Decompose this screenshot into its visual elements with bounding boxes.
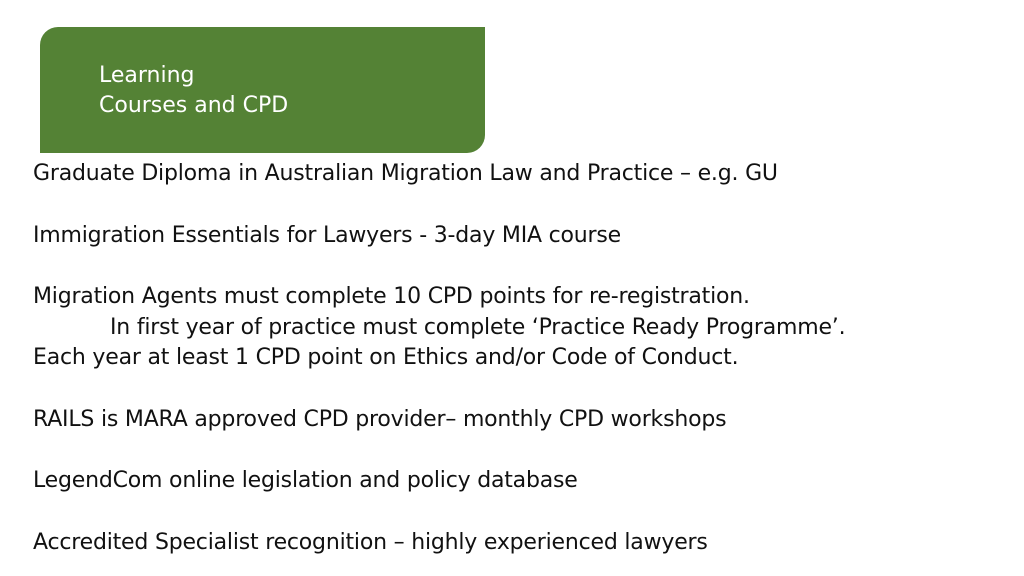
- line-graduate-diploma: Graduate Diploma in Australian Migration Law and Practice – e.g. GU: [33, 161, 778, 186]
- title-line-2: Courses and CPD: [99, 93, 289, 118]
- line-immigration-essentials: Immigration Essentials for Lawyers - 3-day MIA course: [33, 223, 621, 248]
- line-rails: RAILS is MARA approved CPD provider– monthly CPD workshops: [33, 407, 727, 432]
- line-ethics-cpd: Each year at least 1 CPD point on Ethics and/or Code of Conduct.: [33, 345, 739, 370]
- line-practice-ready: In first year of practice must complete ‘Practice Ready Programme’.: [110, 315, 846, 340]
- title-box: [40, 27, 485, 153]
- title-line-1: Learning: [99, 63, 195, 88]
- line-legendcom: LegendCom online legislation and policy database: [33, 468, 578, 493]
- line-cpd-points: Migration Agents must complete 10 CPD points for re-registration.: [33, 284, 750, 309]
- line-accredited-specialist: Accredited Specialist recognition – highly experienced lawyers: [33, 530, 708, 555]
